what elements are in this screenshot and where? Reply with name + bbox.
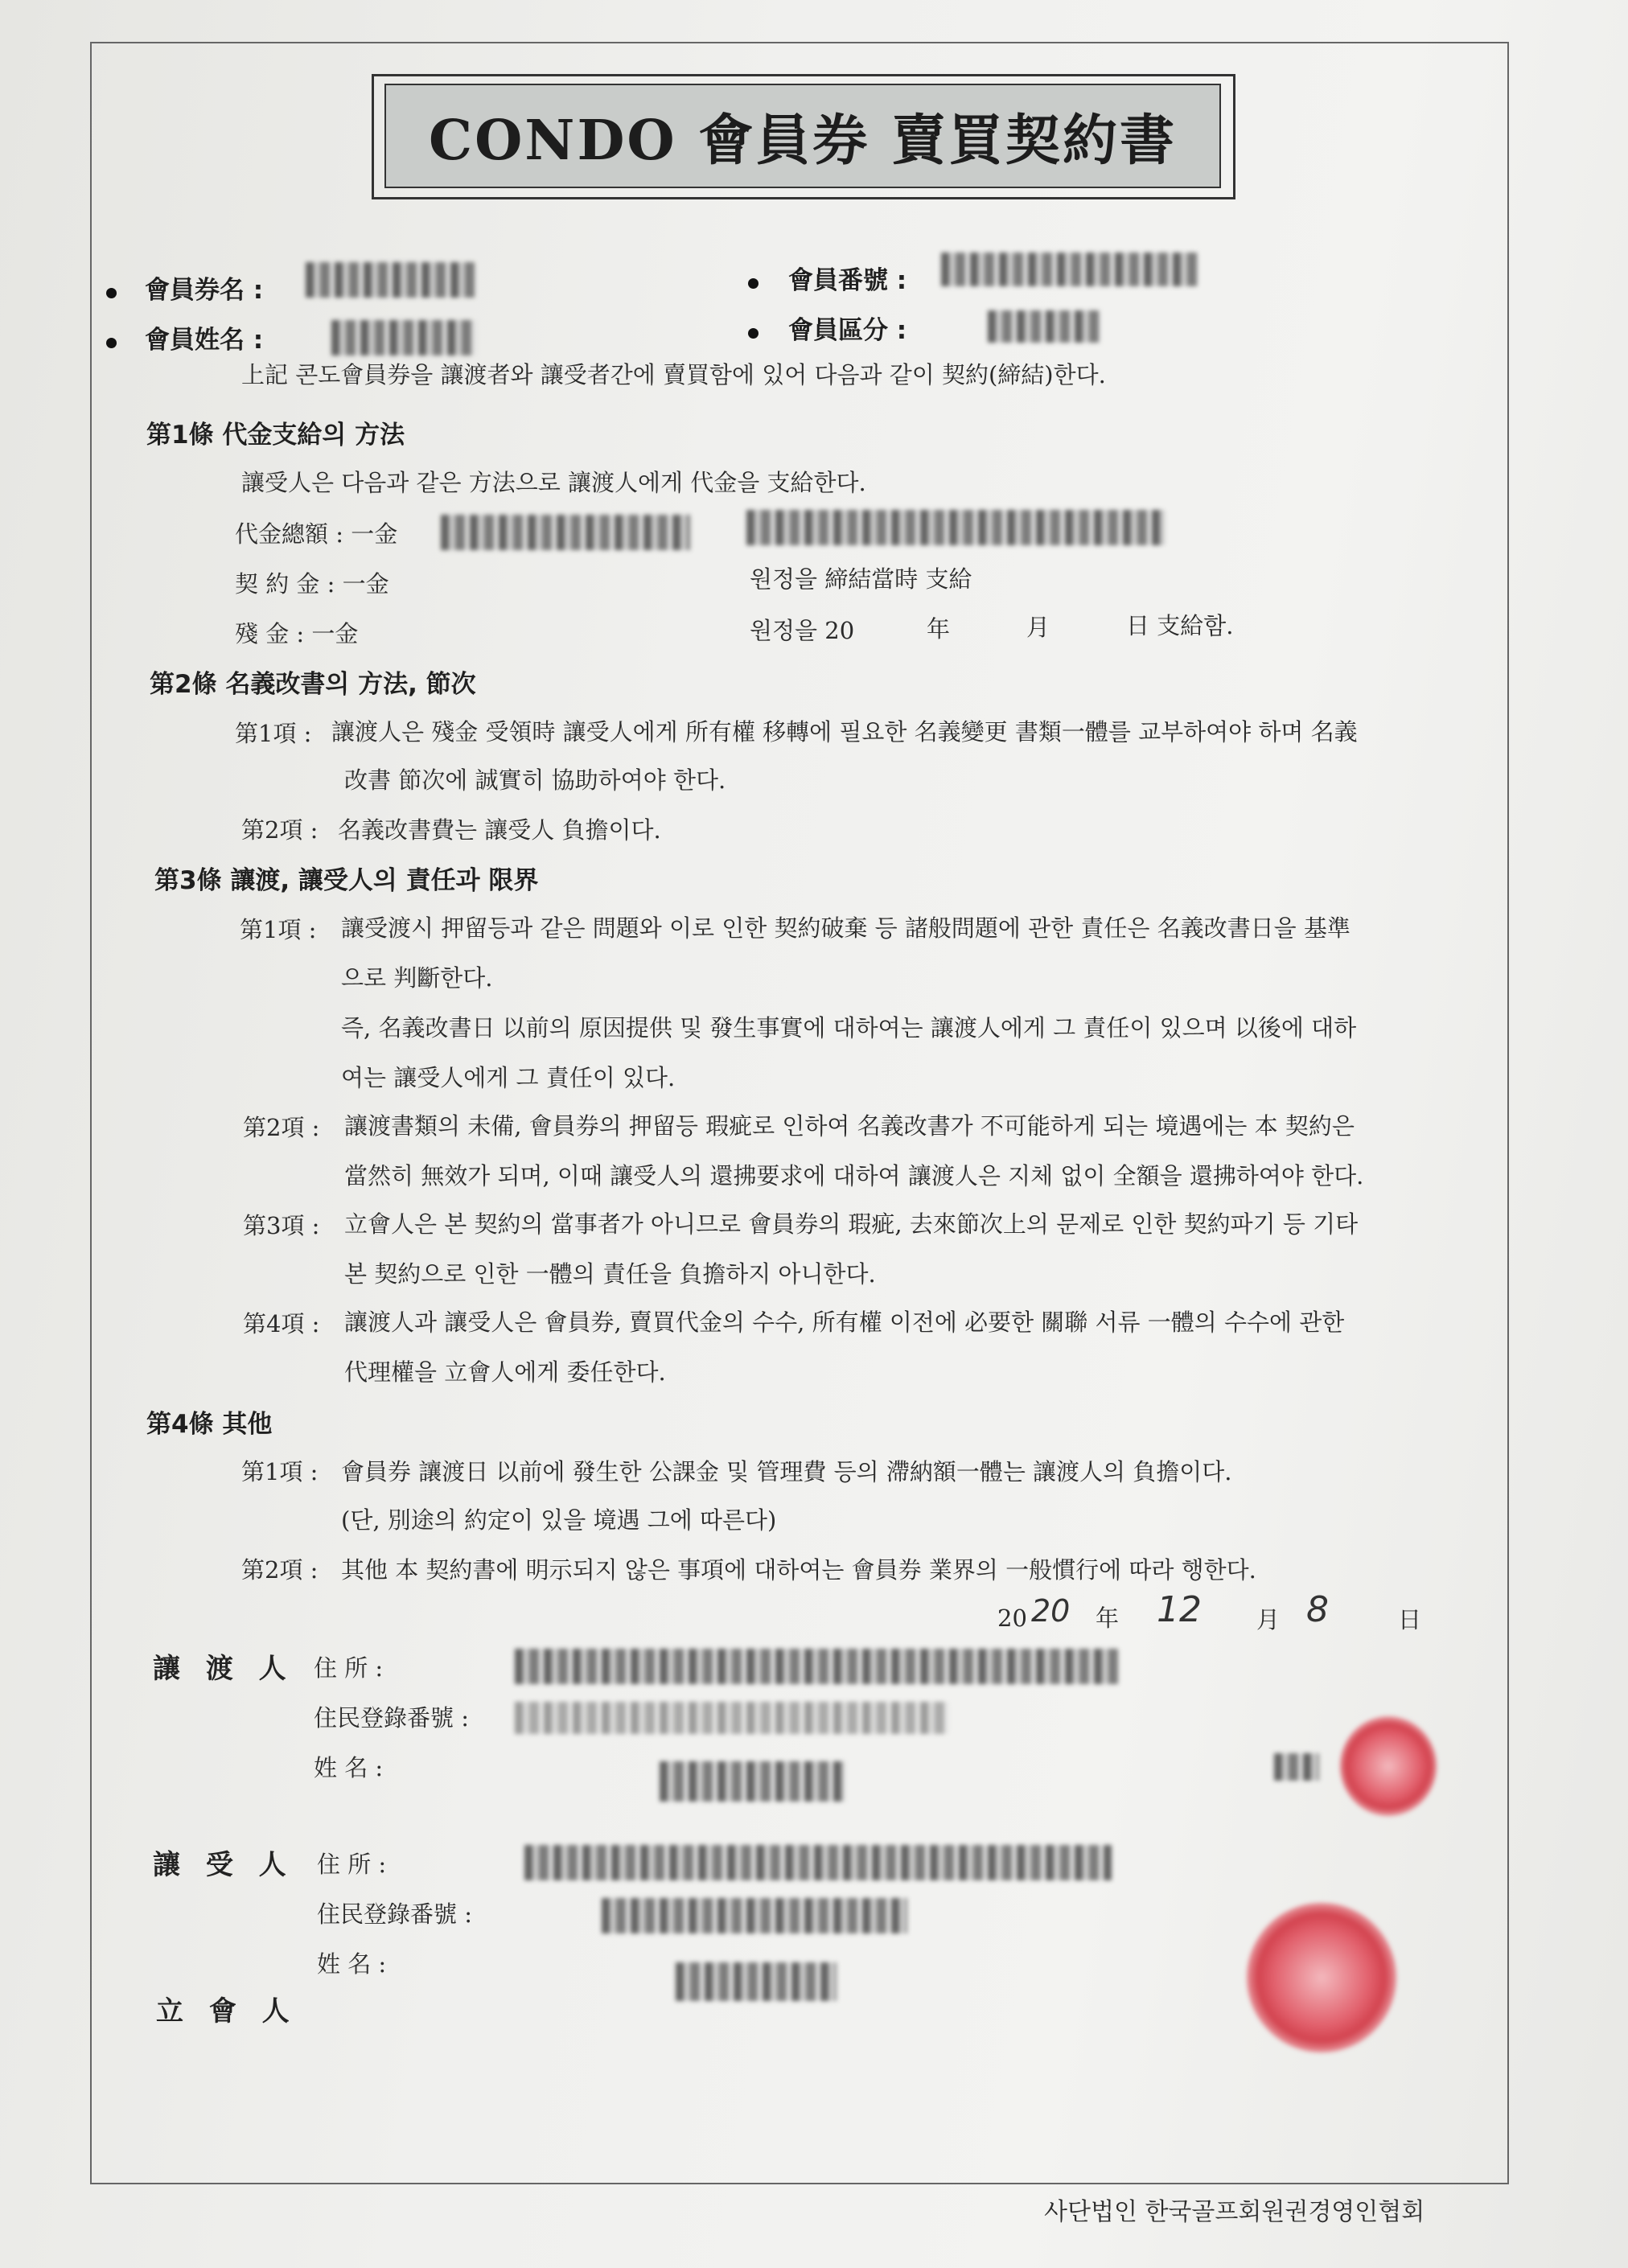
member-number-redacted (941, 253, 1198, 286)
transferee-name-label: 姓 名 : (317, 1950, 387, 1978)
transferor-address-label: 住 所 : (314, 1654, 384, 1682)
article3-item1-line1: 讓受渡시 押留등과 같은 問題와 이로 인한 契約破棄 등 諸般問題에 관한 責任은 名義改書日을 基準 (341, 914, 1350, 942)
transferee-name-redacted (676, 1962, 837, 2001)
transferee-id-redacted (602, 1898, 907, 1933)
article4-item2-line1: 其他 本 契約書에 明示되지 않은 事項에 대하여는 會員券 業界의 一般慣行에 따라 행한다. (341, 1556, 1256, 1584)
intro-text: 上記 콘도會員券을 讓渡者와 讓受者간에 賣買함에 있어 다음과 같이 契約(締結)한다. (241, 361, 1106, 388)
transferor-label: 讓 渡 人 (153, 1653, 294, 1685)
article4-item1-line1: 會員券 讓渡日 以前에 發生한 公課金 및 管理費 등의 滯納額一體는 讓渡人의 負擔이다. (341, 1458, 1232, 1485)
bullet-icon (748, 278, 758, 289)
balance-note-3: 月 (1026, 614, 1050, 641)
article3-item2-line2: 當然히 無效가 되며, 이때 讓受人의 還拂要求에 대하여 讓渡人은 지체 없이 全額을 還拂하여야 한다. (344, 1162, 1364, 1189)
date-month-handwritten: 12 (1157, 1589, 1202, 1630)
total-amount-redacted-2 (746, 510, 1165, 545)
transferee-label: 讓 受 人 (153, 1849, 294, 1881)
article3-item2-line1: 讓渡書類의 未備, 會員券의 押留등 瑕疵로 인하여 名義改書가 不可能하게 되는 境遇에는 本 契約은 (344, 1112, 1355, 1140)
balance-note-4: 日 支給함. (1126, 612, 1234, 639)
title-box (384, 84, 1221, 188)
transferee-address-label: 住 所 : (317, 1851, 387, 1878)
article3-heading: 第3條 讓渡, 讓受人의 責任과 限界 (154, 866, 539, 895)
article4-item2-label: 第2項 : (241, 1556, 319, 1584)
total-amount-redacted (441, 515, 690, 550)
deposit-label: 契 約 金 : 一金 (235, 570, 389, 598)
total-amount-label: 代金總額 : 一金 (235, 520, 398, 548)
transferor-name-label: 姓 名 : (314, 1754, 384, 1781)
article3-item4-line1: 讓渡人과 讓受人은 會員券, 賣買代金의 수수, 所有權 이전에 必要한 關聯 서류 一體의 수수에 관한 (344, 1309, 1345, 1336)
deposit-note: 원정을 締結當時 支給 (750, 565, 972, 593)
transferor-signature-redacted (1274, 1753, 1319, 1781)
transferor-name-redacted (660, 1761, 845, 1802)
article2-item1-line1: 讓渡人은 殘金 受領時 讓受人에게 所有權 移轉에 필요한 名義變更 書類一體를 교부하여야 하며 名義 (331, 718, 1358, 746)
article3-item1-line3: 즉, 名義改書日 以前의 原因提供 및 發生事實에 대하여는 讓渡人에게 그 責任이 있으며 以後에 대하 (341, 1014, 1357, 1042)
article4-item1-label: 第1項 : (241, 1458, 319, 1485)
date-year-handwritten: 20 (1031, 1593, 1071, 1629)
article4-heading: 第4條 其他 (146, 1410, 273, 1439)
witness-label: 立 會 人 (156, 1995, 298, 2028)
date-year-label: 年 (1096, 1604, 1120, 1632)
article2-item1-label: 第1項 : (235, 720, 312, 747)
article1-text: 讓受人은 다음과 같은 方法으로 讓渡人에게 代金을 支給한다. (241, 469, 866, 496)
member-class-label: 會員區分 : (788, 316, 907, 345)
article3-item1-line2: 으로 判斷한다. (341, 964, 493, 992)
date-month-label: 月 (1256, 1606, 1281, 1633)
balance-note-1: 원정을 20 (750, 617, 855, 644)
article3-item1-label: 第1項 : (240, 916, 317, 943)
date-year-prefix: 20 (997, 1604, 1027, 1632)
article3-item1-line4: 여는 讓受人에게 그 責任이 있다. (341, 1064, 676, 1091)
article2-item1-line2: 改書 節次에 誠實히 協助하여야 한다. (344, 766, 726, 794)
bullet-icon (106, 338, 117, 348)
member-name-label: 會員姓名 : (145, 326, 264, 355)
bullet-icon (748, 328, 758, 339)
article2-item2-line1: 名義改書費는 讓受人 負擔이다. (338, 816, 661, 844)
article3-item3-label: 第3項 : (243, 1212, 320, 1239)
article3-item4-line2: 代理權을 立會人에게 委任한다. (344, 1358, 666, 1386)
transferee-seal-icon (1247, 1903, 1396, 2052)
transferor-id-redacted (515, 1702, 949, 1734)
article4-item1-line2: (단, 別途의 約定이 있을 境遇 그에 따른다) (341, 1506, 777, 1534)
membership-name-label: 會員券名 : (145, 276, 264, 305)
membership-name-redacted (306, 262, 475, 298)
footer-organization: 사단법인 한국골프회원권경영인협회 (1044, 2198, 1425, 2226)
transferor-address-redacted (515, 1649, 1118, 1684)
article2-item2-label: 第2項 : (241, 816, 319, 844)
transferor-seal-icon (1340, 1716, 1437, 1816)
date-day-label: 日 (1398, 1606, 1422, 1633)
article2-heading: 第2條 名義改書의 方法, 節次 (150, 670, 476, 699)
member-class-redacted (988, 310, 1100, 343)
transferor-id-label: 住民登錄番號 : (314, 1704, 469, 1732)
date-day-handwritten: 8 (1306, 1589, 1329, 1630)
member-number-label: 會員番號 : (788, 266, 907, 295)
balance-note-2: 年 (927, 615, 951, 643)
article1-heading: 第1條 代金支給의 方法 (146, 421, 405, 450)
article3-item3-line2: 본 契約으로 인한 一體의 責任을 負擔하지 아니한다. (344, 1260, 876, 1288)
document-title: CONDO 會員券 賣買契約書 (428, 108, 1178, 173)
article3-item3-line1: 立會人은 본 契約의 當事者가 아니므로 會員券의 瑕疵, 去來節次上의 문제로 인한 契約파기 등 기타 (344, 1210, 1359, 1238)
transferee-address-redacted (524, 1845, 1112, 1880)
bullet-icon (106, 288, 117, 298)
article3-item2-label: 第2項 : (243, 1114, 320, 1141)
balance-label: 殘 金 : 一金 (235, 620, 359, 647)
article3-item4-label: 第4項 : (243, 1310, 320, 1337)
member-name-redacted (331, 320, 476, 355)
transferee-id-label: 住民登錄番號 : (317, 1900, 472, 1928)
